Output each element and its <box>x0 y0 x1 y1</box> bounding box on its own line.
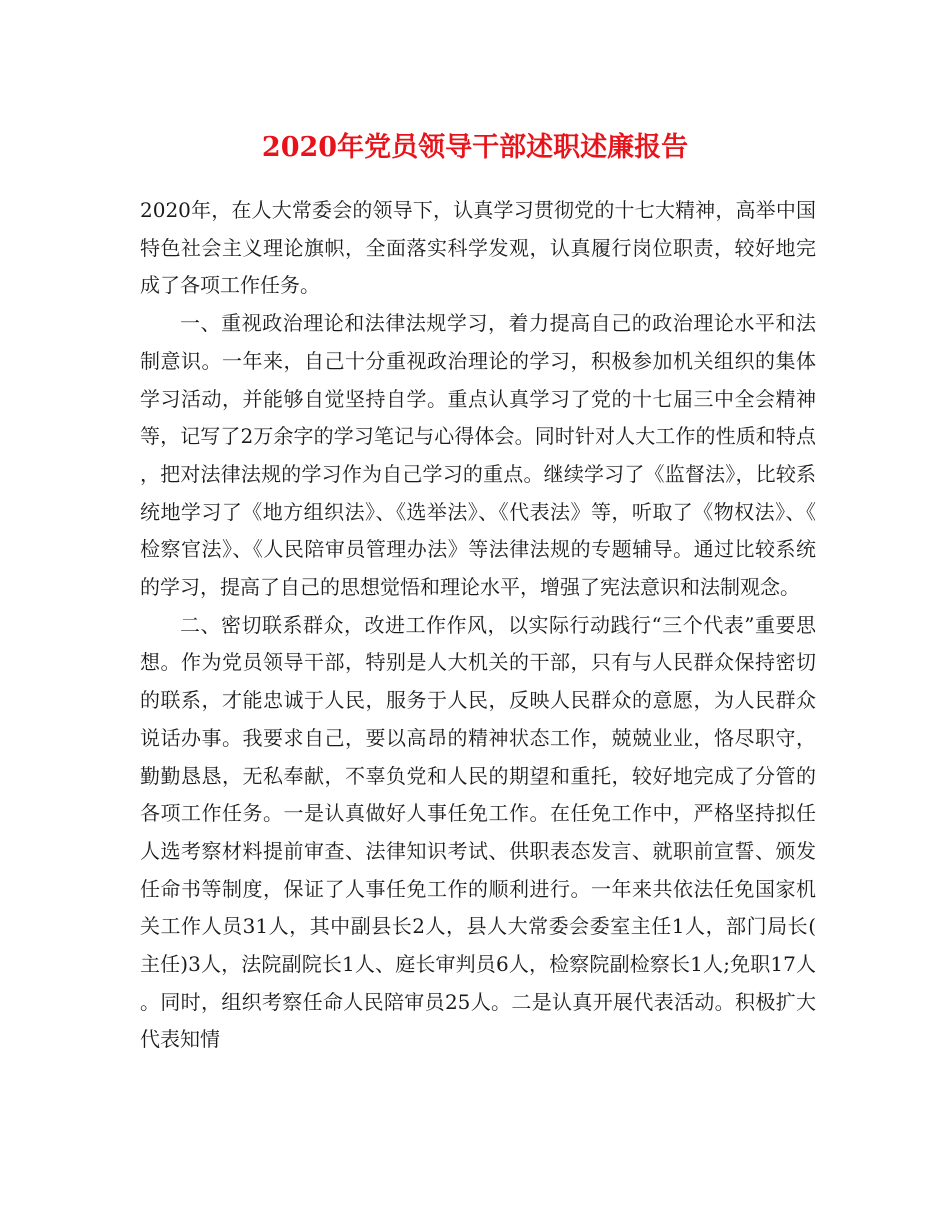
document-title: 2020年党员领导干部述职述廉报告 <box>261 132 689 163</box>
section-one-paragraph: 一、重视政治理论和法律法规学习，着力提高自己的政治理论水平和法制意识。一年来，自己十分重视政治理论的学习，积极参加机关组织的集体学习活动，并能够自觉坚持自学。重点认真学习了党的十七届三中全会精神等，记写了2万余字的学习笔记与心得体会。同时针对人大工作的性质和特点，把对法律法规的学习作为自己学习的重点。继续学习了《监督法》，比较系统地学习了《地方组织法》、《选举法》、《代表法》等，听取了《物权法》、《检察官法》、《人民陪审员管理办法》等法律法规的专题辅导。通过比较系统的学习，提高了自己的思想觉悟和理论水平，增强了宪法意识和法制观念。 <box>140 311 816 600</box>
document-body <box>140 192 816 1059</box>
intro-paragraph: 2020年，在人大常委会的领导下，认真学习贯彻党的十七大精神，高举中国特色社会主义理论旗帜，全面落实科学发观，认真履行岗位职责，较好地完成了各项工作任务。 <box>140 198 816 298</box>
section-two-paragraph: 二、密切联系群众，改进工作作风，以实际行动践行“三个代表”重要思想。作为党员领导干部，特别是人大机关的干部，只有与人民群众保持密切的联系，才能忠诚于人民，服务于人民，反映人民群众的意愿，为人民群众说话办事。我要求自己，要以高昂的精神状态工作，兢兢业业，恪尽职守，勤勤恳恳，无私奉献，不辜负党和人民的期望和重托，较好地完成了分管的各项工作任务。一是认真做好人事任免工作。在任免工作中，严格坚持拟任人选考察材料提前审查、法律知识考试、供职表态发言、就职前宣誓、颁发任命书等制度，保证了人事任免工作的顺利进行。一年来共依法任免国家机关工作人员31人，其中副县长2人，县人大常委会委室主任1人，部门局长(主任)3人，法院副院长1人、庭长审判员6人，检察院副检察长1人;免职17人。同时，组织考察任命人民陪审员25人。二是认真开展代表活动。积极扩大代表知情 <box>140 612 816 1052</box>
